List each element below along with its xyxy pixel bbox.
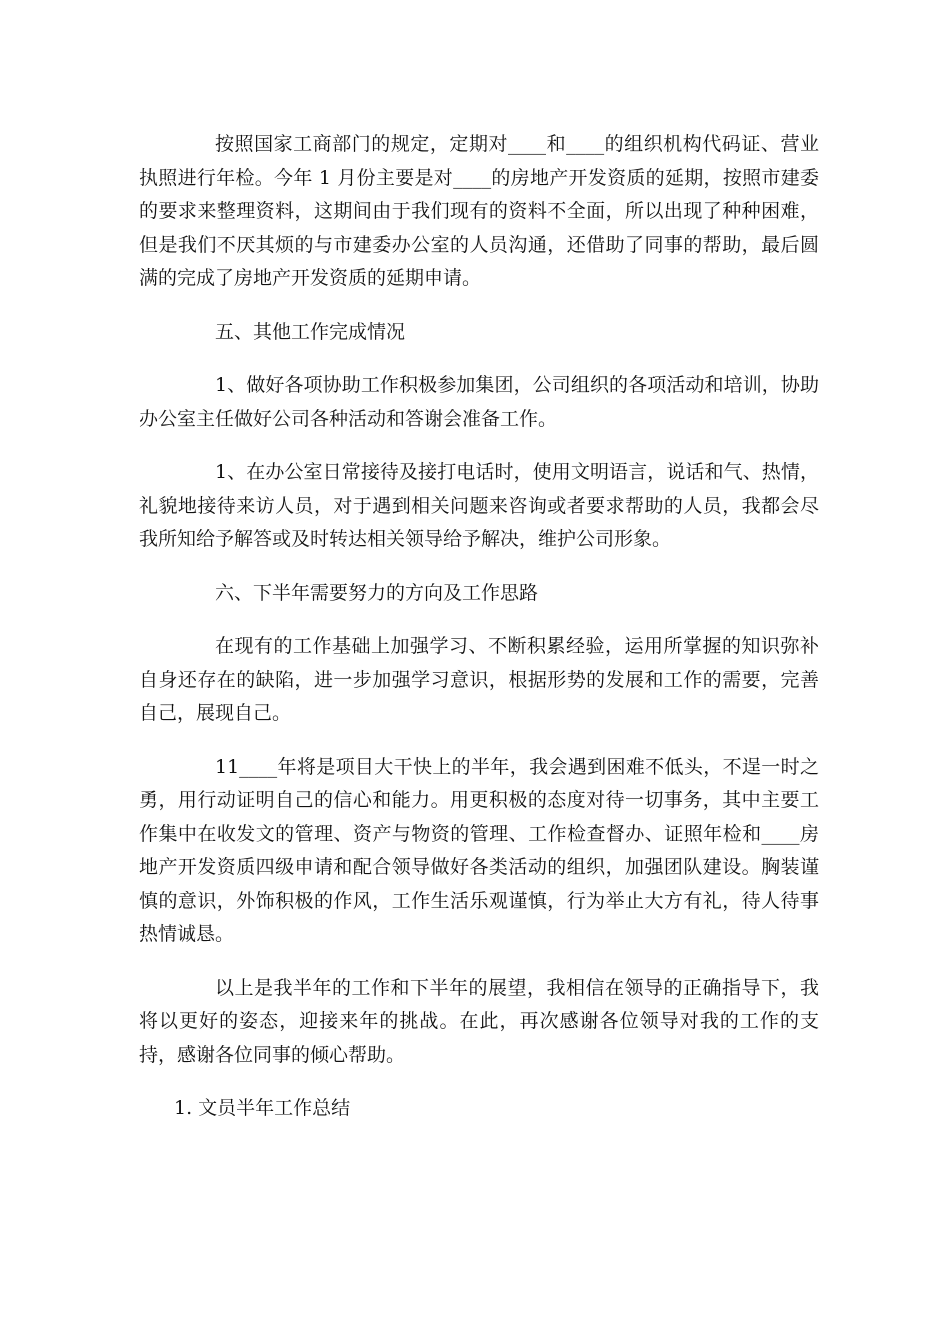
paragraph-reception: 1、在办公室日常接待及接打电话时，使用文明语言，说话和气、热情，礼貌地接待来访人员，对于遇到相关问题来咨询或者要求帮助的人员，我都会尽我所知给予解答或及时转达相关领导给予解决，维护公司形象。 [139, 461, 819, 550]
document-body [139, 128, 819, 1126]
section-heading-second-half: 六、下半年需要努力的方向及工作思路 [215, 581, 539, 604]
paragraph-assist-work: 1、做好各项协助工作积极参加集团，公司组织的各项活动和培训，协助办公室主任做好公司各种活动和答谢会准备工作。 [139, 374, 819, 430]
paragraph-annual-inspection: 按照国家工商部门的规定，定期对____和____的组织机构代码证、营业执照进行年检。今年 1 月份主要是对____的房地产开发资质的延期，按照市建委的要求来整理资料，这期间由于我们现有的资料不全面，所以出现了种种困难，但是我们不厌其烦的与市建委办公室的人员沟通，还借助了同事的帮助，最后圆满的完成了房地产开发资质的延期申请。 [139, 133, 819, 289]
paragraph-plans: 11____年将是项目大干快上的半年，我会遇到困难不低头，不逞一时之勇，用行动证明自己的信心和能力。用更积极的态度对待一切事务，其中主要工作集中在收发文的管理、资产与物资的管理、工作检查督办、证照年检和____房地产开发资质四级申请和配合领导做好各类活动的组织，加强团队建设。胸装谨慎的意识，外饰积极的作风，工作生活乐观谨慎，行为举止大方有礼，待人待事热情诚恳。 [139, 755, 819, 945]
paragraph-conclusion: 以上是我半年的工作和下半年的展望，我相信在领导的正确指导下，我将以更好的姿态，迎接来年的挑战。在此，再次感谢各位领导对我的工作的支持，感谢各位同事的倾心帮助。 [139, 976, 819, 1066]
paragraph-learning: 在现有的工作基础上加强学习、不断积累经验，运用所掌握的知识弥补自身还存在的缺陷，进一步加强学习意识，根据形势的发展和工作的需要，完善自己，展现自己。 [139, 635, 819, 724]
section-heading-other-work: 五、其他工作完成情况 [215, 320, 406, 343]
list-item-summary-link: 1. 文员半年工作总结 [174, 1097, 351, 1119]
